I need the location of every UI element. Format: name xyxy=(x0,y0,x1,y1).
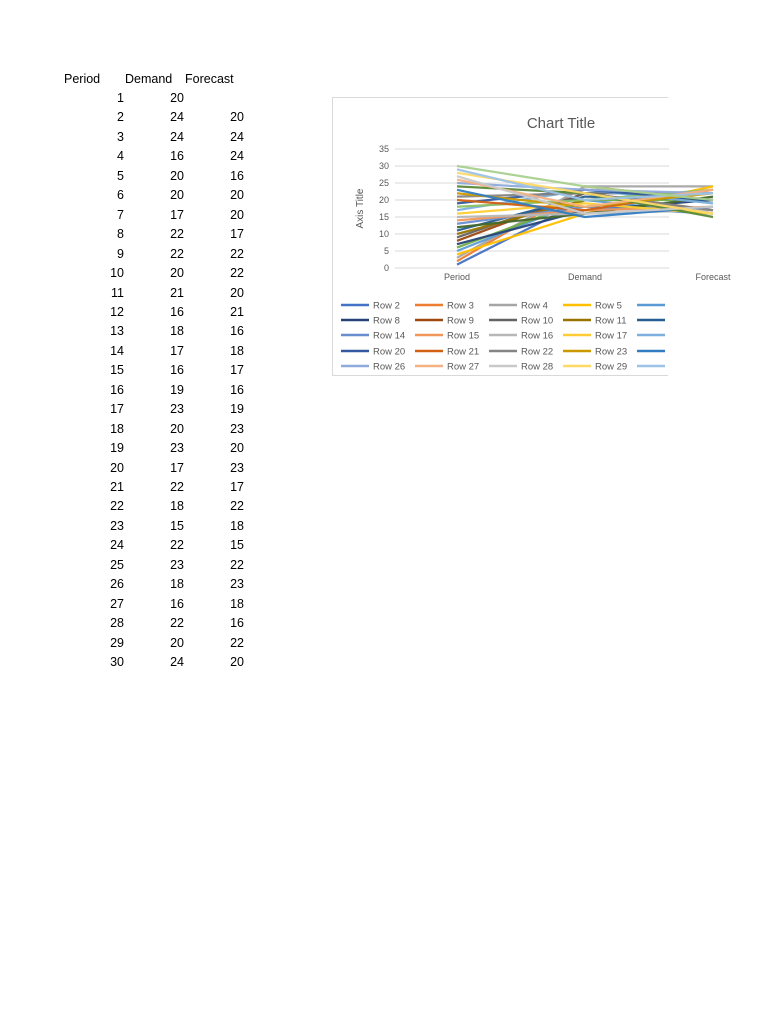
cell-demand[interactable]: 20 xyxy=(170,188,184,203)
cell-forecast[interactable]: 16 xyxy=(230,382,244,397)
cell-period[interactable]: 26 xyxy=(110,577,124,592)
cell-demand[interactable]: 19 xyxy=(170,382,184,397)
chart-title: Chart Title xyxy=(526,115,596,132)
cell-period[interactable]: 19 xyxy=(110,441,124,456)
cell-demand[interactable]: 20 xyxy=(170,635,184,650)
y-axis-title: Axis Title xyxy=(355,188,366,229)
header-demand[interactable]: Demand xyxy=(125,72,173,86)
cell-period[interactable]: 23 xyxy=(110,518,124,533)
cell-period[interactable]: 20 xyxy=(110,460,124,475)
cell-period[interactable]: 16 xyxy=(110,382,124,397)
y-tick-label: 20 xyxy=(378,195,389,205)
cell-forecast[interactable]: 22 xyxy=(230,266,244,281)
cell-period[interactable]: 12 xyxy=(110,304,124,319)
cell-period[interactable]: 17 xyxy=(110,402,124,417)
x-tick-label: Demand xyxy=(567,272,603,282)
legend-label: Row 9 xyxy=(447,315,474,327)
cell-period[interactable]: 1 xyxy=(117,91,124,105)
cell-demand[interactable]: 16 xyxy=(170,304,184,319)
legend-label: Row 8 xyxy=(373,315,400,327)
y-tick-label: 15 xyxy=(378,212,389,222)
legend-label: Row 23 xyxy=(595,346,628,358)
cell-forecast[interactable]: 18 xyxy=(230,343,244,358)
cell-forecast[interactable]: 22 xyxy=(230,246,244,261)
cell-forecast[interactable]: 18 xyxy=(230,518,244,533)
cell-forecast[interactable]: 16 xyxy=(230,324,244,339)
cell-demand[interactable]: 20 xyxy=(170,421,184,436)
cell-demand[interactable]: 22 xyxy=(170,246,184,261)
cell-period[interactable]: 3 xyxy=(117,129,124,144)
cell-forecast[interactable]: 23 xyxy=(230,421,244,436)
legend-label: Row 17 xyxy=(595,330,628,342)
cell-demand[interactable]: 15 xyxy=(170,518,184,533)
cell-forecast[interactable]: 23 xyxy=(230,460,244,475)
cell-forecast[interactable]: 22 xyxy=(230,557,244,572)
cell-demand[interactable]: 23 xyxy=(170,557,184,572)
cell-period[interactable]: 4 xyxy=(117,149,124,164)
legend-label: Row 21 xyxy=(447,346,480,358)
cell-period[interactable]: 13 xyxy=(110,324,124,339)
legend-label: Row 16 xyxy=(521,330,554,342)
cell-demand[interactable]: 24 xyxy=(170,655,184,670)
cell-period[interactable]: 14 xyxy=(110,343,124,358)
cell-period[interactable]: 18 xyxy=(110,421,124,436)
legend-label: Row 27 xyxy=(447,361,480,373)
header-period[interactable]: Period xyxy=(64,72,101,86)
legend-label: Row 2 xyxy=(373,300,400,312)
cell-period[interactable]: 10 xyxy=(110,266,124,281)
cell-period[interactable]: 30 xyxy=(110,655,124,670)
cell-demand[interactable]: 16 xyxy=(170,363,184,378)
chart-svg xyxy=(333,98,731,377)
cell-period[interactable]: 28 xyxy=(110,616,124,631)
cell-demand[interactable]: 17 xyxy=(170,207,184,222)
cell-forecast[interactable]: 17 xyxy=(230,227,244,242)
x-tick-label: Forecast xyxy=(695,272,731,282)
cell-forecast[interactable]: 16 xyxy=(230,616,244,631)
header-forecast[interactable]: Forecast xyxy=(185,72,234,86)
legend-label: Row 26 xyxy=(373,361,406,373)
legend-label: Row 10 xyxy=(521,315,554,327)
y-tick-label: 10 xyxy=(378,229,389,239)
legend-label: Row 4 xyxy=(521,300,548,312)
cell-period[interactable]: 27 xyxy=(110,596,124,611)
cell-forecast[interactable]: 20 xyxy=(230,655,244,670)
legend-label: Row 11 xyxy=(595,315,627,327)
legend-label: Row 28 xyxy=(521,361,554,373)
cell-forecast[interactable]: 20 xyxy=(230,188,244,203)
cell-forecast[interactable]: 15 xyxy=(230,538,244,553)
cell-forecast[interactable]: 17 xyxy=(230,363,244,378)
cell-period[interactable]: 24 xyxy=(110,538,124,553)
cell-forecast[interactable]: 17 xyxy=(230,480,244,494)
legend-label: Row 20 xyxy=(373,346,406,358)
cell-forecast[interactable]: 22 xyxy=(230,499,244,514)
cell-forecast[interactable]: 16 xyxy=(230,168,244,183)
cell-forecast[interactable]: 19 xyxy=(230,402,244,417)
cell-forecast[interactable]: 24 xyxy=(230,129,244,144)
cell-demand[interactable]: 22 xyxy=(170,480,184,494)
cell-demand[interactable]: 18 xyxy=(170,499,184,514)
cell-demand[interactable]: 22 xyxy=(170,616,184,631)
cell-forecast[interactable]: 23 xyxy=(230,577,244,592)
cell-demand[interactable]: 18 xyxy=(170,577,184,592)
cell-demand[interactable]: 17 xyxy=(170,460,184,475)
cell-demand[interactable]: 21 xyxy=(170,285,184,300)
cell-period[interactable]: 21 xyxy=(110,480,124,494)
legend-label: Row 5 xyxy=(595,300,622,312)
legend-label: Row 3 xyxy=(447,300,474,312)
cell-period[interactable]: 8 xyxy=(117,227,124,242)
cell-demand[interactable]: 20 xyxy=(170,266,184,281)
cell-forecast[interactable]: 20 xyxy=(230,110,244,125)
cell-demand[interactable]: 22 xyxy=(170,227,184,242)
cell-demand[interactable]: 22 xyxy=(170,538,184,553)
cell-forecast[interactable]: 18 xyxy=(230,596,244,611)
cell-period[interactable]: 5 xyxy=(117,168,124,183)
cell-period[interactable]: 9 xyxy=(117,246,124,261)
legend-label: Row 22 xyxy=(521,346,554,358)
y-tick-label: 5 xyxy=(383,246,389,256)
cell-forecast[interactable]: 24 xyxy=(230,149,244,164)
cell-period[interactable]: 6 xyxy=(117,188,124,203)
cell-period[interactable]: 29 xyxy=(110,635,124,650)
cell-demand[interactable]: 24 xyxy=(170,110,184,125)
y-tick-label: 0 xyxy=(383,263,389,273)
chart[interactable] xyxy=(332,97,731,376)
cell-demand[interactable]: 24 xyxy=(170,129,184,144)
cell-demand[interactable]: 23 xyxy=(170,441,184,456)
cell-demand[interactable]: 20 xyxy=(170,91,184,105)
cell-forecast[interactable]: 20 xyxy=(230,207,244,222)
legend-label: Row 15 xyxy=(447,330,480,342)
cell-forecast[interactable]: 20 xyxy=(230,441,244,456)
cell-period[interactable]: 22 xyxy=(110,499,124,514)
cell-period[interactable]: 25 xyxy=(110,557,124,572)
cell-forecast[interactable]: 21 xyxy=(230,304,244,319)
cell-demand[interactable]: 16 xyxy=(170,149,184,164)
cell-demand[interactable]: 20 xyxy=(170,168,184,183)
cell-forecast[interactable]: 20 xyxy=(230,285,244,300)
cell-period[interactable]: 15 xyxy=(110,363,124,378)
cell-demand[interactable]: 18 xyxy=(170,324,184,339)
cell-period[interactable]: 7 xyxy=(117,207,124,222)
y-tick-label: 25 xyxy=(378,178,389,188)
cell-period[interactable]: 2 xyxy=(117,110,124,125)
cell-demand[interactable]: 16 xyxy=(170,596,184,611)
x-tick-label: Period xyxy=(443,272,471,282)
cell-demand[interactable]: 23 xyxy=(170,402,184,417)
cell-demand[interactable]: 17 xyxy=(170,343,184,358)
legend-label: Row 14 xyxy=(373,330,406,342)
legend-label: Row 29 xyxy=(595,361,628,373)
y-tick-label: 30 xyxy=(378,161,389,171)
cell-period[interactable]: 11 xyxy=(111,285,124,300)
cell-forecast[interactable]: 22 xyxy=(230,635,244,650)
y-tick-label: 35 xyxy=(378,144,389,154)
